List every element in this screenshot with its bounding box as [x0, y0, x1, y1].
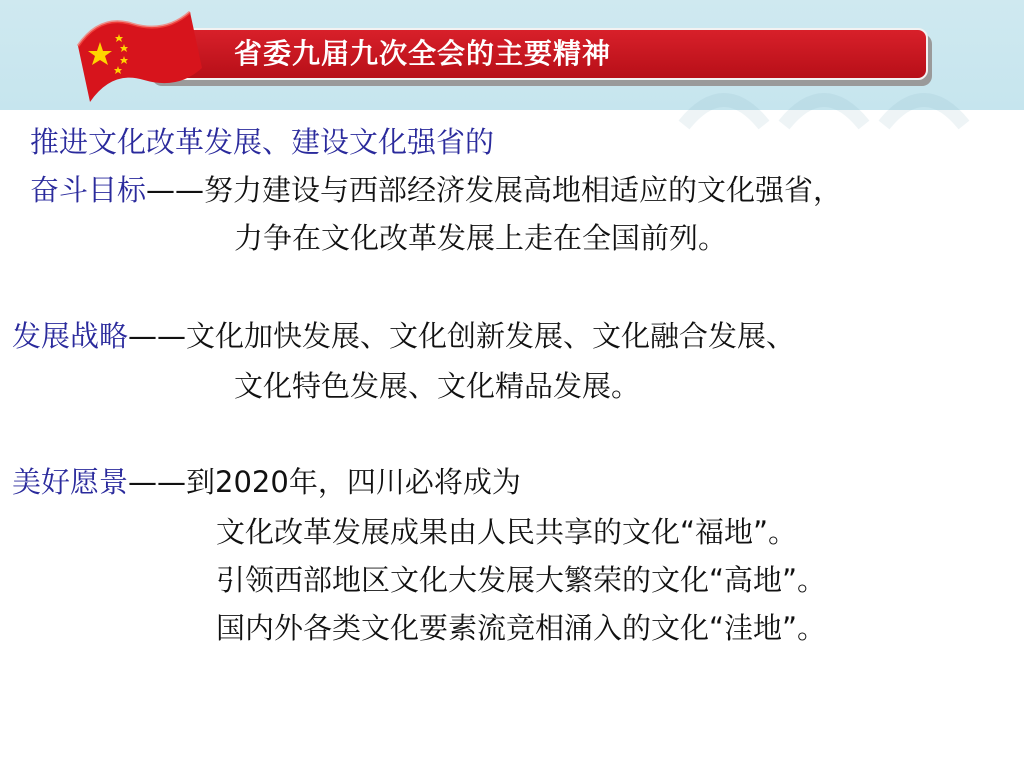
- goal-text-line1: 努力建设与西部经济发展高地相适应的文化强省，: [204, 173, 843, 207]
- goal-label: 奋斗目标: [30, 173, 147, 207]
- vision-dash: ——: [128, 465, 187, 499]
- chinese-flag-icon: [70, 6, 210, 106]
- goal-line: [30, 172, 842, 208]
- strategy-line: [12, 318, 795, 354]
- goal-label-line1: 推进文化改革发展、建设文化强省的: [30, 125, 495, 159]
- vision-item: 文化改革发展成果由人民共享的文化“福地”。: [216, 515, 798, 549]
- goal-text-line2: 力争在文化改革发展上走在全国前列。: [234, 221, 728, 255]
- strategy-label: 发展战略: [12, 319, 129, 353]
- vision-item: 国内外各类文化要素流竞相涌入的文化“洼地”。: [216, 611, 827, 645]
- goal-dash: ——: [146, 173, 205, 207]
- vision-label: 美好愿景: [12, 465, 129, 499]
- vision-intro: 到2020年，四川必将成为: [186, 465, 521, 499]
- page-title: 省委九届九次全会的主要精神: [234, 37, 612, 70]
- vision-line: [12, 464, 521, 500]
- strategy-text-line2: 文化特色发展、文化精品发展。: [234, 369, 641, 403]
- strategy-dash: ——: [128, 319, 187, 353]
- vision-item: 引领西部地区文化大发展大繁荣的文化“高地”。: [216, 563, 827, 597]
- strategy-text-line1: 文化加快发展、文化创新发展、文化融合发展、: [186, 319, 796, 353]
